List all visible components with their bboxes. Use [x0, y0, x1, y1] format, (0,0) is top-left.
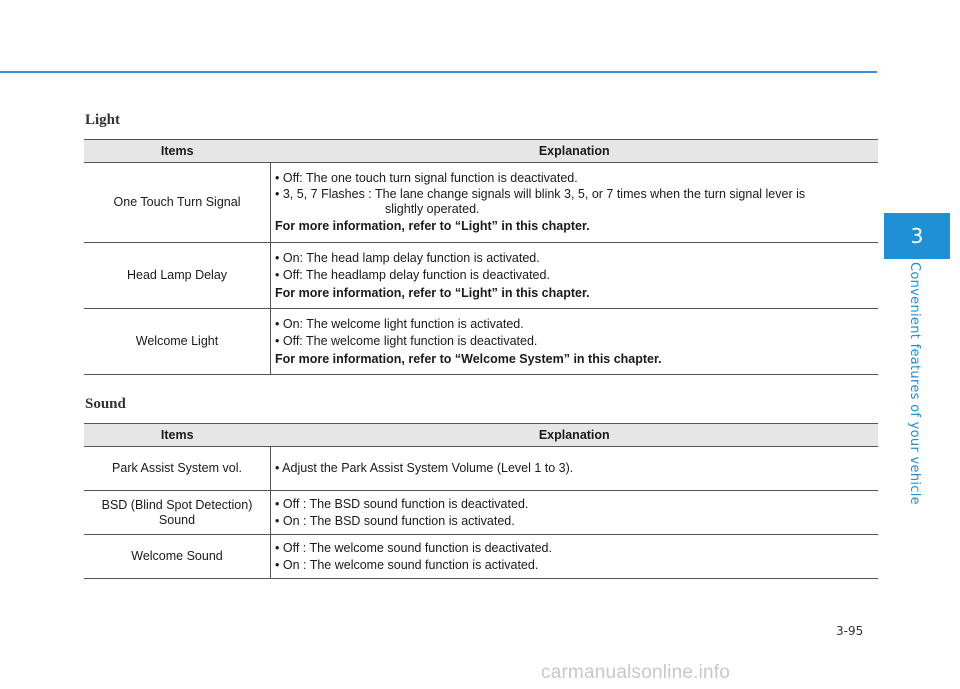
item-line: Park Assist System vol. [112, 461, 242, 475]
explanation-line: • Off : The BSD sound function is deactivated. [275, 496, 529, 511]
explanation-cell [271, 309, 879, 375]
table-row [84, 447, 878, 491]
explanation-cell [271, 243, 879, 309]
explanation-cell [271, 447, 879, 491]
table-row [84, 163, 878, 243]
reference-note: For more information, refer to “Welcome System” in this chapter. [275, 351, 662, 366]
explanation-line-lead: • 3, 5, 7 Flashes : The lane change signals will blink 3, 5, or 7 times when the turn signal lever is [275, 187, 806, 201]
page-number: 3-95 [836, 624, 864, 638]
light-table-header [84, 140, 878, 163]
watermark-text: carmanualsonline.info [541, 662, 731, 683]
table-row [84, 491, 878, 535]
item-line: BSD (Blind Spot Detection) [101, 497, 253, 512]
explanation-line: • Off : The welcome sound function is deactivated. [275, 540, 552, 555]
item-cell [84, 491, 271, 535]
item-cell: One Touch Turn Signal [84, 163, 271, 243]
explanation-line: • Adjust the Park Assist System Volume (Level 1 to 3). [275, 461, 574, 475]
explanation-header: Explanation [271, 140, 879, 163]
explanation-cell [271, 163, 879, 243]
item-cell [84, 447, 271, 491]
items-header: Items [84, 140, 271, 163]
chapter-title: Convenient features of your vehicle [907, 262, 922, 505]
explanation-line: • On : The BSD sound function is activated. [275, 513, 515, 528]
table-row [84, 309, 878, 375]
sound-table [84, 423, 878, 579]
chapter-number: 3 [910, 224, 924, 248]
item-line: Welcome Sound [131, 549, 223, 563]
explanation-line: • On: The welcome light function is activated. [275, 316, 524, 331]
explanation-header: Explanation [271, 424, 879, 447]
explanation-cell [271, 535, 879, 579]
reference-note: For more information, refer to “Light” in this chapter. [275, 285, 590, 300]
explanation-line-continuation: slightly operated. [385, 202, 480, 216]
item-cell: Head Lamp Delay [84, 243, 271, 309]
light-table [84, 139, 878, 375]
explanation-cell [271, 491, 879, 535]
items-header: Items [84, 424, 271, 447]
reference-note: For more information, refer to “Light” in this chapter. [275, 219, 590, 233]
light-section-title: Light [85, 112, 121, 128]
sound-section-title: Sound [85, 396, 126, 412]
item-cell: Welcome Light [84, 309, 271, 375]
explanation-line: • Off: The welcome light function is deactivated. [275, 333, 538, 348]
item-cell [84, 535, 271, 579]
explanation-line [275, 187, 876, 217]
sound-table-header [84, 424, 878, 447]
header-rule [0, 71, 877, 73]
chapter-tab [884, 213, 950, 259]
table-row [84, 535, 878, 579]
item-line: Sound [158, 512, 196, 527]
explanation-line: • Off: The one touch turn signal function is deactivated. [275, 171, 578, 185]
table-row [84, 243, 878, 309]
explanation-line: • Off: The headlamp delay function is deactivated. [275, 267, 550, 282]
explanation-line: • On: The head lamp delay function is activated. [275, 250, 540, 265]
explanation-line: • On : The welcome sound function is activated. [275, 557, 539, 572]
